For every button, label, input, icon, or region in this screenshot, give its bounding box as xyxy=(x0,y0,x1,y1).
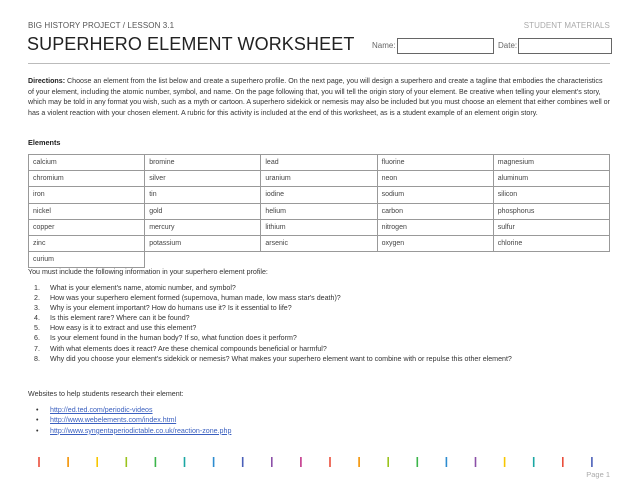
links-list xyxy=(28,405,231,436)
list-text: How easy is it to extract and use this element? xyxy=(50,324,197,333)
table-cell: lithium xyxy=(261,219,377,235)
header-divider xyxy=(28,63,610,64)
color-tick xyxy=(126,457,128,467)
table-cell: zinc xyxy=(29,235,145,251)
color-tick xyxy=(504,457,506,467)
decorative-color-bar xyxy=(0,457,638,467)
list-item xyxy=(28,426,231,436)
page-title: SUPERHERO ELEMENT WORKSHEET xyxy=(27,34,355,54)
table-cell: chromium xyxy=(29,171,145,187)
table-cell: lead xyxy=(261,155,377,171)
page-number: Page 1 xyxy=(586,470,610,479)
table-cell: iodine xyxy=(261,187,377,203)
table-cell: neon xyxy=(377,171,493,187)
list-number: 1. xyxy=(34,284,40,292)
table-cell: helium xyxy=(261,203,377,219)
table-row xyxy=(29,252,610,268)
color-tick xyxy=(242,457,244,467)
link-webelements[interactable]: http://www.webelements.com/index.html xyxy=(50,416,177,425)
list-item xyxy=(28,283,618,293)
table-cell: carbon xyxy=(377,203,493,219)
link-ted-periodic-videos[interactable]: http://ed.ted.com/periodic-videos xyxy=(50,406,153,414)
table-cell-empty xyxy=(145,252,261,268)
table-row xyxy=(29,219,610,235)
table-row xyxy=(29,203,610,219)
list-item xyxy=(28,405,231,415)
table-cell: silver xyxy=(145,171,261,187)
elements-heading: Elements xyxy=(28,138,61,147)
list-item xyxy=(28,293,618,303)
color-tick xyxy=(358,457,360,467)
name-label: Name: xyxy=(372,41,396,50)
list-number: 5. xyxy=(34,324,40,333)
table-cell: silicon xyxy=(493,187,609,203)
directions-paragraph xyxy=(28,76,610,118)
color-tick xyxy=(417,457,419,467)
student-materials-label: STUDENT MATERIALS xyxy=(523,21,610,30)
include-intro: You must include the following information in your superhero element profile: xyxy=(28,268,268,276)
list-text: How was your superhero element formed (supernova, human made, low mass star's death)? xyxy=(50,294,341,303)
name-field[interactable] xyxy=(397,38,494,54)
list-text: Why is your element important? How do humans use it? Is it essential to life? xyxy=(50,304,292,313)
date-label: Date: xyxy=(498,41,518,50)
table-cell: iron xyxy=(29,187,145,203)
color-tick xyxy=(562,457,564,467)
table-cell: copper xyxy=(29,219,145,235)
table-cell: nickel xyxy=(29,203,145,219)
color-tick xyxy=(184,457,186,467)
table-cell: fluorine xyxy=(377,155,493,171)
list-number: 3. xyxy=(34,304,40,313)
list-text: Why did you choose your element's sidekick or nemesis? What makes your superhero element want to combine with or repulse this other element? xyxy=(50,354,512,363)
color-tick xyxy=(329,457,331,467)
list-item xyxy=(28,333,618,343)
color-tick xyxy=(96,457,98,467)
table-cell: mercury xyxy=(145,219,261,235)
table-cell: phosphorus xyxy=(493,203,609,219)
table-cell: potassium xyxy=(145,235,261,251)
table-cell: sodium xyxy=(377,187,493,203)
list-item xyxy=(28,344,618,354)
table-cell: nitrogen xyxy=(377,219,493,235)
list-item xyxy=(28,415,231,425)
questions-list xyxy=(28,283,618,364)
list-item xyxy=(28,303,618,313)
bullet-icon: • xyxy=(36,406,39,414)
bullet-icon: • xyxy=(36,416,39,425)
bullet-icon: • xyxy=(36,426,39,435)
table-row xyxy=(29,171,610,187)
table-cell: chlorine xyxy=(493,235,609,251)
color-tick xyxy=(387,457,389,467)
table-row xyxy=(29,155,610,171)
table-cell: bromine xyxy=(145,155,261,171)
link-syngenta-reaction-zone[interactable]: http://www.syngentaperiodictable.co.uk/reaction-zone.php xyxy=(50,426,232,435)
elements-table xyxy=(28,154,610,268)
table-row xyxy=(29,235,610,251)
table-cell: sulfur xyxy=(493,219,609,235)
list-text: Is your element found in the human body? If so, what function does it perform? xyxy=(50,334,297,343)
list-item xyxy=(28,354,618,364)
table-cell-empty xyxy=(261,252,377,268)
table-cell: curium xyxy=(29,252,145,268)
list-number: 8. xyxy=(34,354,40,363)
date-field[interactable] xyxy=(518,38,612,54)
color-tick xyxy=(67,457,69,467)
table-cell: uranium xyxy=(261,171,377,187)
color-tick xyxy=(213,457,215,467)
list-number: 6. xyxy=(34,334,40,343)
table-cell-empty xyxy=(493,252,609,268)
color-tick xyxy=(38,457,40,467)
list-number: 2. xyxy=(34,294,40,303)
color-tick xyxy=(300,457,302,467)
table-cell: calcium xyxy=(29,155,145,171)
color-tick xyxy=(155,457,157,467)
list-number: 4. xyxy=(34,314,40,323)
breadcrumb: BIG HISTORY PROJECT / LESSON 3.1 xyxy=(28,21,175,30)
table-row xyxy=(29,187,610,203)
list-text: With what elements does it react? Are these chemical compounds beneficial or harmful? xyxy=(50,344,327,353)
table-cell: tin xyxy=(145,187,261,203)
table-cell: gold xyxy=(145,203,261,219)
table-cell: oxygen xyxy=(377,235,493,251)
list-item xyxy=(28,313,618,323)
color-tick xyxy=(271,457,273,467)
list-text: Is this element rare? Where can it be found? xyxy=(50,314,190,323)
table-cell-empty xyxy=(377,252,493,268)
table-cell: magnesium xyxy=(493,155,609,171)
list-number: 7. xyxy=(34,344,40,353)
color-tick xyxy=(446,457,448,467)
table-cell: aluminum xyxy=(493,171,609,187)
color-tick xyxy=(475,457,477,467)
list-item xyxy=(28,323,618,333)
list-text: What is your element's name, atomic number, and symbol? xyxy=(50,284,236,292)
directions-text: Choose an element from the list below and create a superhero profile. On the next page, you will design a superhero and create a tagline that embodies the characteristics of your element, including the atomic number, symbol, and name. On the page following that, you will tell the origin story of your element. Be creative when telling your element's story, which may be told in any format you wish, such as a myth or cartoon. A superhero sidekick or nemesis may also be included but you must choose an element that either combines well or has a violent reaction with your chosen element. A rubric for this activity is included at the end of this worksheet, as is a student example of an element origin story. xyxy=(28,77,610,117)
table-cell: arsenic xyxy=(261,235,377,251)
websites-intro: Websites to help students research their element: xyxy=(28,390,184,398)
color-tick xyxy=(533,457,535,467)
color-tick xyxy=(591,457,593,467)
directions-label: Directions: xyxy=(28,77,66,85)
